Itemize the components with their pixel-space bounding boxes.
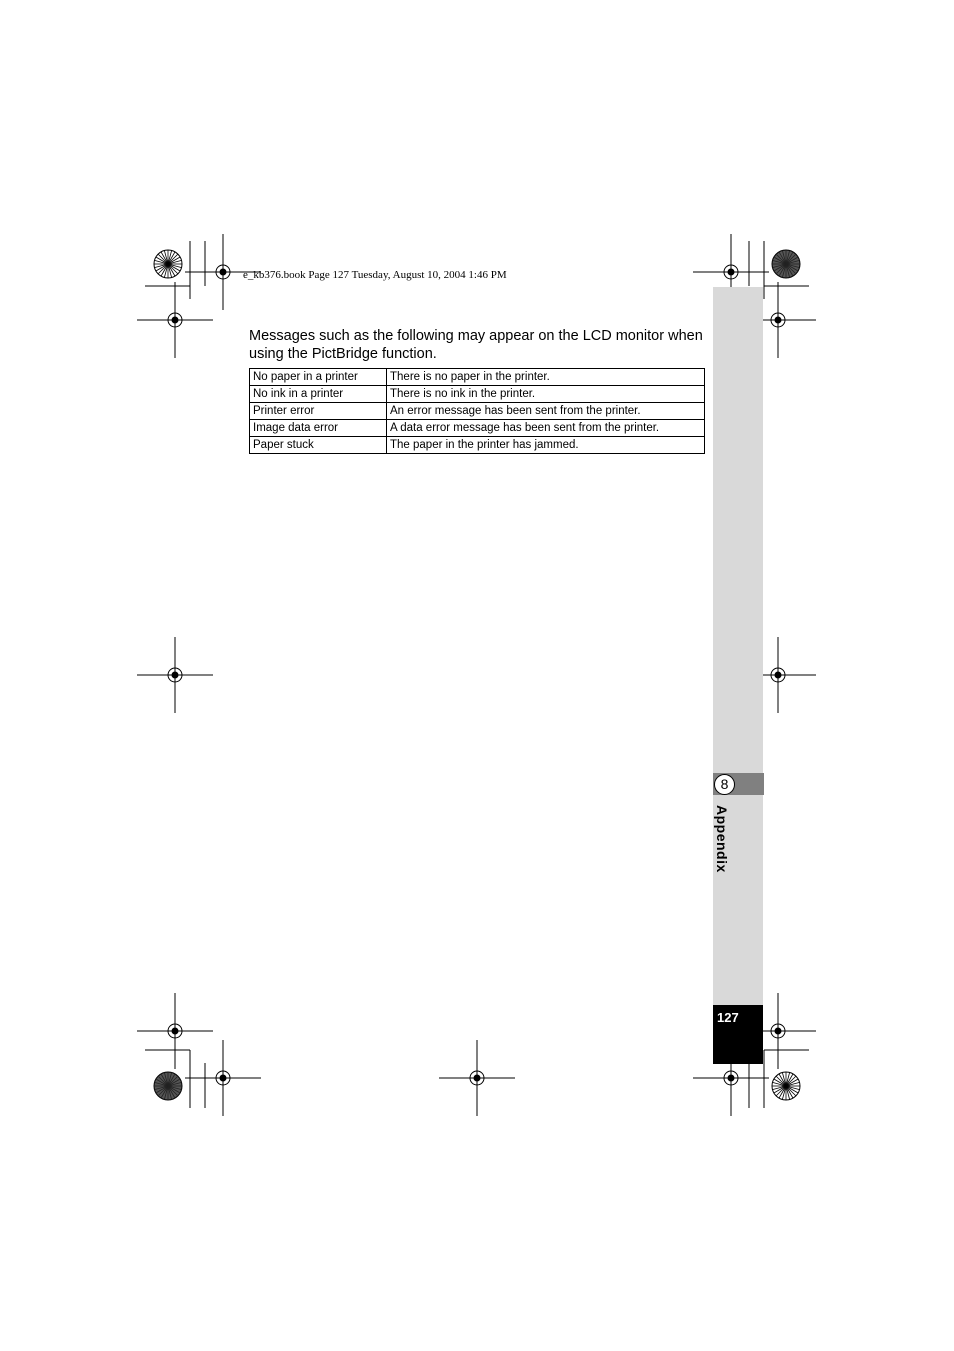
message-cell: No ink in a printer xyxy=(250,386,387,403)
meaning-cell: A data error message has been sent from the printer. xyxy=(387,420,705,437)
table-row xyxy=(250,420,705,437)
table-row xyxy=(250,403,705,420)
table-row xyxy=(250,369,705,386)
meaning-cell: There is no paper in the printer. xyxy=(387,369,705,386)
print-target-mark xyxy=(154,1072,182,1100)
message-cell: Printer error xyxy=(250,403,387,420)
registration-mark xyxy=(185,1040,261,1116)
running-head: e_kb376.book Page 127 Tuesday, August 10, 2004 1:46 PM xyxy=(243,269,507,281)
meaning-cell: The paper in the printer has jammed. xyxy=(387,437,705,454)
registration-mark xyxy=(137,993,213,1069)
meaning-cell: An error message has been sent from the printer. xyxy=(387,403,705,420)
table-row xyxy=(250,386,705,403)
page-number: 127 xyxy=(717,1010,739,1025)
intro-paragraph: Messages such as the following may appear on the LCD monitor when using the PictBridge function. xyxy=(249,328,703,362)
print-target-mark xyxy=(772,1072,800,1100)
chapter-label: Appendix xyxy=(714,805,730,873)
message-cell: Image data error xyxy=(250,420,387,437)
registration-mark xyxy=(137,637,213,713)
table-row xyxy=(250,437,705,454)
registration-mark xyxy=(137,282,213,358)
registration-mark xyxy=(439,1040,515,1116)
print-target-mark xyxy=(154,250,182,278)
meaning-cell: There is no ink in the printer. xyxy=(387,386,705,403)
message-cell: No paper in a printer xyxy=(250,369,387,386)
chapter-side-tab xyxy=(713,287,763,1064)
error-message-table xyxy=(249,368,705,454)
print-target-mark xyxy=(772,250,800,278)
chapter-number: 8 xyxy=(714,774,735,795)
message-cell: Paper stuck xyxy=(250,437,387,454)
